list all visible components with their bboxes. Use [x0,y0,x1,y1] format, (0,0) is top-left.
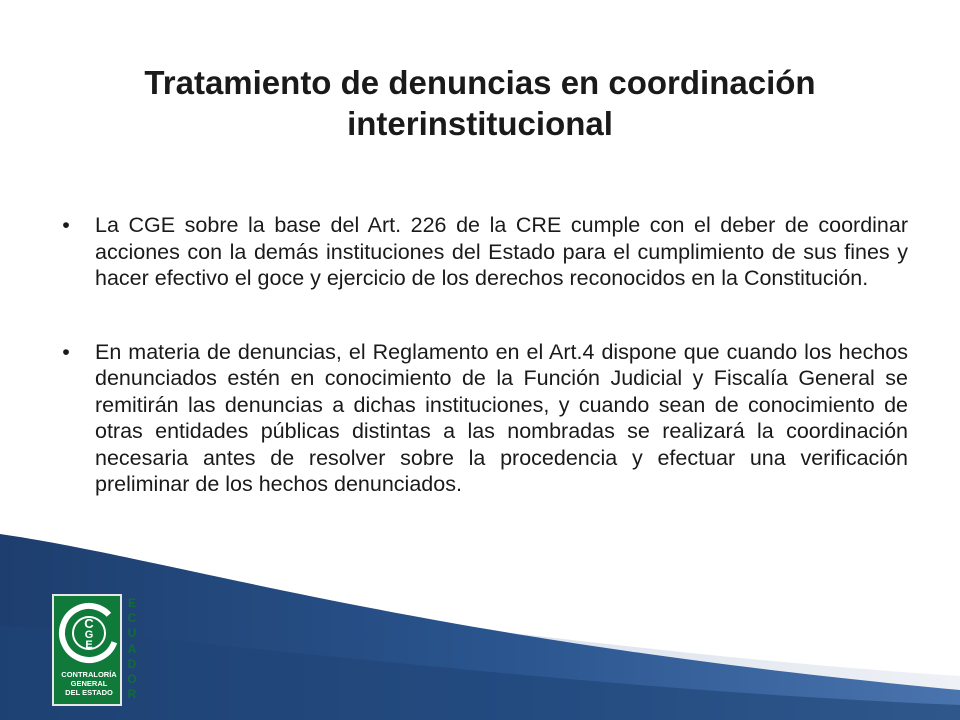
logo-text [54,670,124,697]
cge-logo [52,594,122,706]
emblem-letter-g: G [84,629,94,641]
ecuador-letter: D [127,656,137,671]
logo-line-3: DEL ESTADO [65,688,113,697]
ecuador-letter: R [127,687,137,702]
title-line-2: interinstitucional [347,105,613,142]
logo-line-1: CONTRALORÍA [61,670,117,679]
cge-emblem-icon [58,602,120,664]
ecuador-letter: A [127,641,137,656]
logo-box [52,594,122,706]
ecuador-letter: U [127,626,137,641]
title-line-1: Tratamiento de denuncias en coordinación [144,64,816,101]
bullet-item-coordination [56,212,908,292]
ecuador-letter: E [127,596,136,610]
bullet-mark: • [62,339,70,364]
emblem-letter-e: E [85,639,93,651]
slide-title [40,62,920,144]
bullet-text: En materia de denuncias, el Reglamento en el Art.4 dispone que cuando los hechos denunciados estén en conocimiento de la Función Judicial y Fiscalía General se remitirán las denuncias a dichas instituciones, y cuando sean de conocimiento de otras entidades públicas distintas a las nombradas se realizará la coordinación necesaria antes de resolver sobre la procedencia y efectuar una verificación preliminar de los hechos denunciados. [95,339,908,496]
bullet-mark: • [62,213,70,237]
ecuador-vertical-text [124,596,140,702]
bullet-item-denuncias [56,339,908,498]
bullet-text: La CGE sobre la base del Art. 226 de la CRE cumple con el deber de coordinar acciones con la demás instituciones del Estado para el cumplimiento de sus fines y hacer efectivo el goce y ejercicio de los derechos reconocidos en la Constitución. [95,213,908,290]
emblem-letter-c: C [84,616,94,631]
ecuador-letter: C [127,611,137,626]
bullet-list [56,212,908,498]
logo-line-2: GENERAL [70,679,108,688]
ecuador-letter: O [127,672,137,687]
